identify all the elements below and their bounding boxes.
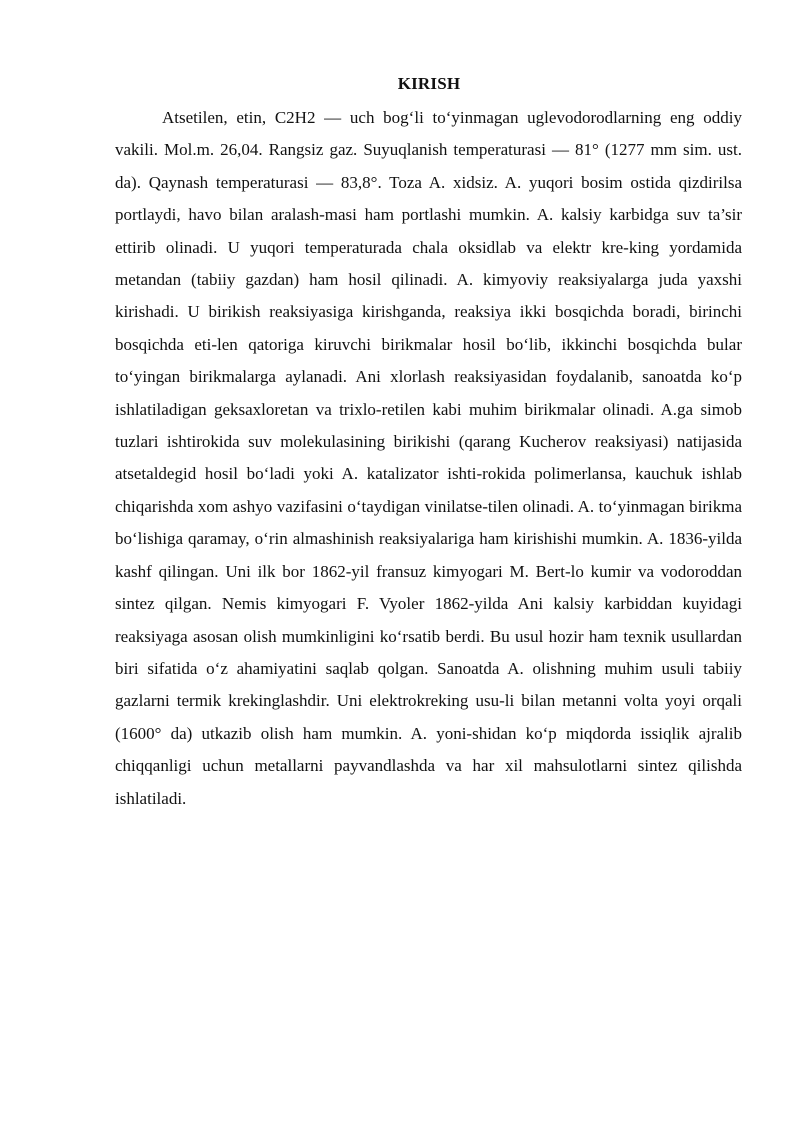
page-title: KIRISH (397, 74, 461, 93)
body-paragraph: Atsetilen, etin, C2H2 — uch bog‘li to‘yinmagan uglevodorodlarning eng oddiy vakili. Mol.m. 26,04. Rangsiz gaz. Suyuqlanish temperaturasi — 81° (1277 mm sim. ust. da). Qaynash temperaturasi — 83,8°. Toza A. xidsiz. A. yuqori bosim ostida qizdirilsa portlaydi, havo bilan aralash-masi ham portlashi mumkin. A. kalsiy karbidga suv ta’sir ettirib olinadi. U yuqori temperaturada chala oksidlab va elektr kre-king yordamida metandan (tabiiy gazdan) ham hosil qilinadi. A. kimyoviy reaksiyalarga juda yaxshi kirishadi. U birikish reaksiyasiga kirishganda, reaksiya ikki bosqichda boradi, birinchi bosqichda eti-len qatoriga kiruvchi birikmalar hosil bo‘lib, ikkinchi bosqichda bular to‘yingan birikmalarga aylanadi. Ani xlorlash reaksiyasidan foydalanib, sanoatda ko‘p ishlatiladigan geksaxloretan va trixlo-retilen kabi muhim birikmalar olinadi. A.ga simob tuzlari ishtirokida suv molekulasining birikishi (qarang Kucherov reaksiyasi) natijasida atsetaldegid hosil bo‘ladi yoki A. katalizator ishti-rokida polimerlansa, kauchuk ishlab chiqarishda xom ashyo vazifasini o‘taydigan vinilatse-tilen olinadi. A. to‘yinmagan birikma bo‘lishiga qaramay, o‘rin almashinish reaksiyalariga ham kirishishi mumkin. A. 1836-yilda kashf qilingan. Uni ilk bor 1862-yil fransuz kimyogari M. Bert-lo kumir va vodoroddan sintez qilgan. Nemis kimyogari F. Vyoler 1862-yilda Ani kalsiy karbiddan kuyidagi reaksiyaga asosan olish mumkinligini ko‘rsatib berdi. Bu usul hozir ham texnik usullardan biri sifatida o‘z ahamiyatini saqlab qolgan. Sanoatda A. olishning muhim usuli tabiiy gazlarni termik krekinglashdir. Uni elektrokreking usu-li bilan metanni volta yoyi orqali (1600° da) utkazib olish ham mumkin. A. yoni-shidan ko‘p miqdorda issiqlik ajralib chiqqanligi uchun metallarni payvandlashda va har xil mahsulotlarni sintez qilishda ishlatiladi. (115, 108, 742, 808)
